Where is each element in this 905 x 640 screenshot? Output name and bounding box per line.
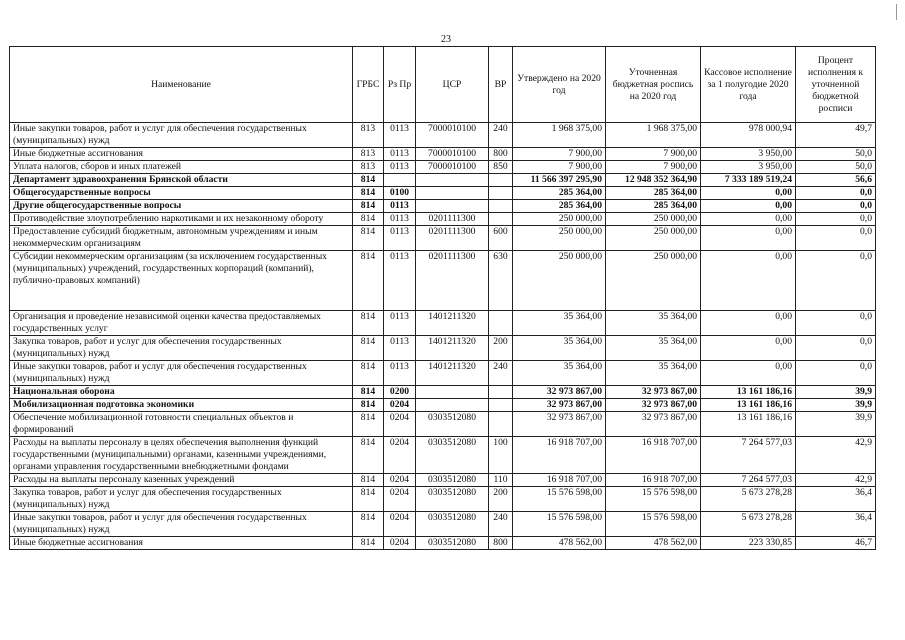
cell-executed: 223 330,85 [701,537,796,550]
cell-percent: 42,9 [796,437,876,474]
cell-vr: 800 [489,537,513,550]
cell-rzpr: 0204 [384,474,416,487]
cell-csr [416,386,489,399]
cell-grbs: 814 [353,437,384,474]
cell-grbs: 814 [353,251,384,311]
cell-percent: 42,9 [796,474,876,487]
cell-csr [416,174,489,187]
cell-grbs: 814 [353,399,384,412]
cell-refined: 16 918 707,00 [606,474,701,487]
table-row [10,161,876,174]
cell-executed: 0,00 [701,200,796,213]
header-approved: Утверждено на 2020 год [513,47,606,123]
cell-name: Иные закупки товаров, работ и услуг для обеспечения государственных (муниципальных) нужд [10,123,353,148]
table-header-row [10,47,876,123]
cell-vr [489,311,513,336]
cell-name: Иные бюджетные ассигнования [10,537,353,550]
cell-csr [416,200,489,213]
cell-grbs: 814 [353,187,384,200]
cell-csr: 7000010100 [416,148,489,161]
cell-percent: 36,4 [796,512,876,537]
cell-approved: 1 968 375,00 [513,123,606,148]
cell-refined: 35 364,00 [606,361,701,386]
table-row [10,174,876,187]
cell-grbs: 814 [353,386,384,399]
cell-approved: 16 918 707,00 [513,437,606,474]
cell-vr [489,386,513,399]
cell-csr: 0201111300 [416,226,489,251]
cell-percent: 39,9 [796,386,876,399]
cell-vr: 800 [489,148,513,161]
cell-percent: 49,7 [796,123,876,148]
header-refined: Уточненная бюджетная роспись на 2020 год [606,47,701,123]
table-row [10,200,876,213]
header-name: Наименование [10,47,353,123]
cell-name: Уплата налогов, сборов и иных платежей [10,161,353,174]
cell-csr [416,399,489,412]
cell-vr [489,213,513,226]
cell-name: Расходы на выплаты персоналу казенных учреждений [10,474,353,487]
cell-approved: 16 918 707,00 [513,474,606,487]
cell-rzpr: 0113 [384,200,416,213]
cell-grbs: 814 [353,487,384,512]
cell-percent: 50,0 [796,161,876,174]
cell-grbs: 814 [353,512,384,537]
cell-grbs: 814 [353,213,384,226]
cell-grbs: 814 [353,361,384,386]
cell-refined: 1 968 375,00 [606,123,701,148]
cell-percent: 36,4 [796,487,876,512]
cell-rzpr: 0113 [384,148,416,161]
cell-approved: 285 364,00 [513,187,606,200]
scan-mark [896,4,897,20]
cell-executed: 3 950,00 [701,161,796,174]
cell-rzpr: 0204 [384,437,416,474]
cell-name: Иные закупки товаров, работ и услуг для обеспечения государственных (муниципальных) нужд [10,361,353,386]
cell-csr: 0303512080 [416,487,489,512]
cell-refined: 285 364,00 [606,200,701,213]
cell-percent: 0,0 [796,251,876,311]
cell-refined: 7 900,00 [606,161,701,174]
cell-name: Обеспечение мобилизационной готовности специальных объектов и формирований [10,412,353,437]
table-row [10,537,876,550]
cell-grbs: 814 [353,336,384,361]
table-row [10,487,876,512]
cell-executed: 0,00 [701,213,796,226]
cell-refined: 32 973 867,00 [606,412,701,437]
cell-csr: 0201111300 [416,213,489,226]
cell-percent: 0,0 [796,311,876,336]
cell-executed: 3 950,00 [701,148,796,161]
cell-approved: 250 000,00 [513,226,606,251]
cell-executed: 5 673 278,28 [701,487,796,512]
cell-executed: 0,00 [701,187,796,200]
header-rzpr: Рз Пр [384,47,416,123]
table-row [10,251,876,311]
cell-executed: 0,00 [701,311,796,336]
cell-approved: 32 973 867,00 [513,399,606,412]
header-executed: Кассовое исполнение за 1 полугодие 2020 года [701,47,796,123]
cell-approved: 32 973 867,00 [513,412,606,437]
cell-rzpr: 0113 [384,311,416,336]
cell-name: Иные закупки товаров, работ и услуг для обеспечения государственных (муниципальных) нужд [10,512,353,537]
cell-percent: 46,7 [796,537,876,550]
cell-approved: 15 576 598,00 [513,487,606,512]
cell-grbs: 814 [353,311,384,336]
cell-csr: 0303512080 [416,537,489,550]
cell-executed: 0,00 [701,336,796,361]
cell-vr [489,399,513,412]
cell-executed: 978 000,94 [701,123,796,148]
cell-refined: 32 973 867,00 [606,386,701,399]
table-row [10,213,876,226]
header-percent: Процент исполнения к уточненной бюджетной росписи [796,47,876,123]
cell-csr: 0303512080 [416,512,489,537]
cell-name: Противодействие злоупотреблению наркотиками и их незаконному обороту [10,213,353,226]
cell-executed: 13 161 186,16 [701,386,796,399]
cell-name: Закупка товаров, работ и услуг для обеспечения государственных (муниципальных) нужд [10,487,353,512]
table-row [10,123,876,148]
cell-vr: 200 [489,487,513,512]
cell-grbs: 814 [353,174,384,187]
cell-grbs: 813 [353,123,384,148]
cell-vr: 110 [489,474,513,487]
cell-rzpr: 0204 [384,412,416,437]
cell-percent: 50,0 [796,148,876,161]
cell-grbs: 813 [353,161,384,174]
cell-executed: 7 264 577,03 [701,474,796,487]
cell-vr [489,174,513,187]
cell-vr: 240 [489,361,513,386]
cell-name: Общегосударственные вопросы [10,187,353,200]
cell-grbs: 813 [353,148,384,161]
cell-approved: 11 566 397 295,90 [513,174,606,187]
cell-csr: 1401211320 [416,336,489,361]
cell-executed: 0,00 [701,226,796,251]
table-body [10,123,876,550]
cell-refined: 250 000,00 [606,251,701,311]
cell-refined: 250 000,00 [606,226,701,251]
cell-csr: 7000010100 [416,123,489,148]
cell-percent: 39,9 [796,412,876,437]
cell-executed: 0,00 [701,251,796,311]
cell-percent: 0,0 [796,187,876,200]
cell-refined: 35 364,00 [606,336,701,361]
cell-approved: 250 000,00 [513,213,606,226]
cell-percent: 0,0 [796,213,876,226]
cell-refined: 12 948 352 364,90 [606,174,701,187]
cell-rzpr [384,174,416,187]
cell-refined: 15 576 598,00 [606,512,701,537]
cell-approved: 35 364,00 [513,361,606,386]
table-row [10,148,876,161]
cell-approved: 7 900,00 [513,148,606,161]
cell-refined: 32 973 867,00 [606,399,701,412]
cell-csr: 1401211320 [416,311,489,336]
cell-vr [489,187,513,200]
cell-grbs: 814 [353,200,384,213]
page-number: 23 [441,34,451,45]
cell-rzpr: 0204 [384,399,416,412]
cell-name: Закупка товаров, работ и услуг для обеспечения государственных (муниципальных) нужд [10,336,353,361]
cell-refined: 285 364,00 [606,187,701,200]
cell-rzpr: 0204 [384,537,416,550]
cell-executed: 7 333 189 519,24 [701,174,796,187]
cell-rzpr: 0113 [384,226,416,251]
cell-vr: 100 [489,437,513,474]
cell-csr: 0303512080 [416,474,489,487]
cell-rzpr: 0200 [384,386,416,399]
cell-rzpr: 0100 [384,187,416,200]
cell-executed: 13 161 186,16 [701,412,796,437]
cell-refined: 16 918 707,00 [606,437,701,474]
cell-name: Организация и проведение независимой оценки качества предоставляемых государственных услуг [10,311,353,336]
cell-approved: 35 364,00 [513,336,606,361]
cell-refined: 35 364,00 [606,311,701,336]
table-row [10,412,876,437]
cell-name: Предоставление субсидий бюджетным, автономным учреждениям и иным некоммерческим организациям [10,226,353,251]
table-row [10,474,876,487]
cell-executed: 0,00 [701,361,796,386]
header-grbs: ГРБС [353,47,384,123]
cell-grbs: 814 [353,226,384,251]
cell-csr: 0303512080 [416,412,489,437]
cell-vr [489,200,513,213]
cell-percent: 39,9 [796,399,876,412]
cell-executed: 5 673 278,28 [701,512,796,537]
header-csr: ЦСР [416,47,489,123]
cell-approved: 35 364,00 [513,311,606,336]
table-row [10,512,876,537]
table-row [10,226,876,251]
table-row [10,311,876,336]
cell-name: Иные бюджетные ассигнования [10,148,353,161]
cell-executed: 7 264 577,03 [701,437,796,474]
cell-percent: 0,0 [796,336,876,361]
table-row [10,386,876,399]
cell-name: Расходы на выплаты персоналу в целях обеспечения выполнения функций государственными (муниципальными) органами, казенными учреждениями, органами управления государственными внебюджетными фондами [10,437,353,474]
cell-rzpr: 0113 [384,361,416,386]
cell-vr: 600 [489,226,513,251]
cell-refined: 7 900,00 [606,148,701,161]
cell-refined: 478 562,00 [606,537,701,550]
cell-rzpr: 0113 [384,336,416,361]
cell-csr: 1401211320 [416,361,489,386]
cell-csr: 0303512080 [416,437,489,474]
cell-approved: 478 562,00 [513,537,606,550]
cell-grbs: 814 [353,474,384,487]
cell-approved: 32 973 867,00 [513,386,606,399]
table-row [10,437,876,474]
header-vr: ВР [489,47,513,123]
cell-csr: 7000010100 [416,161,489,174]
cell-vr: 240 [489,512,513,537]
cell-executed: 13 161 186,16 [701,399,796,412]
cell-percent: 56,6 [796,174,876,187]
cell-csr [416,187,489,200]
cell-refined: 15 576 598,00 [606,487,701,512]
cell-vr [489,412,513,437]
cell-name: Национальная оборона [10,386,353,399]
cell-csr: 0201111300 [416,251,489,311]
cell-approved: 250 000,00 [513,251,606,311]
cell-approved: 15 576 598,00 [513,512,606,537]
table-row [10,336,876,361]
cell-rzpr: 0113 [384,123,416,148]
table-row [10,187,876,200]
cell-rzpr: 0204 [384,512,416,537]
cell-rzpr: 0204 [384,487,416,512]
cell-rzpr: 0113 [384,251,416,311]
table-row [10,399,876,412]
cell-name: Мобилизационная подготовка экономики [10,399,353,412]
cell-approved: 285 364,00 [513,200,606,213]
cell-percent: 0,0 [796,226,876,251]
table-row [10,361,876,386]
cell-name: Департамент здравоохранения Брянской области [10,174,353,187]
cell-percent: 0,0 [796,200,876,213]
cell-approved: 7 900,00 [513,161,606,174]
cell-vr: 630 [489,251,513,311]
cell-vr: 850 [489,161,513,174]
cell-vr: 200 [489,336,513,361]
cell-name: Другие общегосударственные вопросы [10,200,353,213]
cell-percent: 0,0 [796,361,876,386]
cell-rzpr: 0113 [384,213,416,226]
cell-rzpr: 0113 [384,161,416,174]
cell-grbs: 814 [353,537,384,550]
budget-table [9,46,876,550]
cell-name: Субсидии некоммерческим организациям (за исключением государственных (муниципальных) учреждений, государственных корпораций (компаний), публично-правовых компаний) [10,251,353,311]
cell-grbs: 814 [353,412,384,437]
cell-refined: 250 000,00 [606,213,701,226]
cell-vr: 240 [489,123,513,148]
